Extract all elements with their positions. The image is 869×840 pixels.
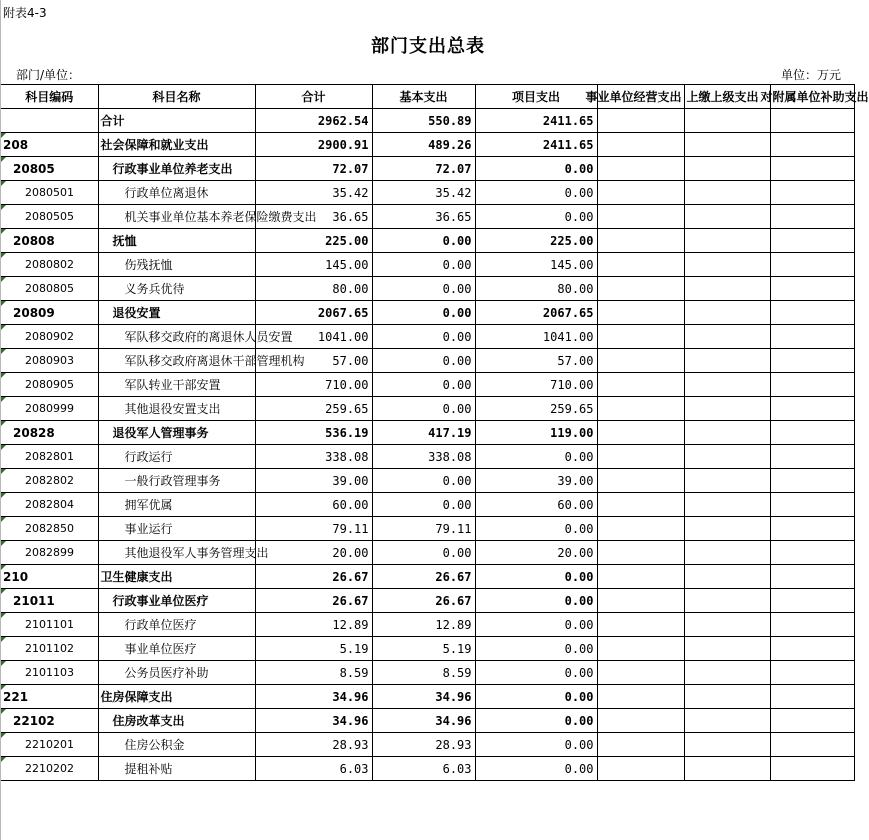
cell-code[interactable]: 22102 — [1, 709, 98, 733]
cell-remit[interactable] — [684, 301, 770, 325]
cell-project[interactable]: 225.00 — [475, 229, 597, 253]
cell-code[interactable]: 2080905 — [1, 373, 98, 397]
cell-basic[interactable]: 0.00 — [372, 541, 475, 565]
cell-basic[interactable]: 72.07 — [372, 157, 475, 181]
cell-business[interactable] — [597, 133, 684, 157]
header-subsidy: 对附属单位补助支出 — [770, 85, 854, 109]
cell-basic[interactable]: 0.00 — [372, 253, 475, 277]
cell-total[interactable]: 79.11 — [255, 517, 372, 541]
cell-remit[interactable] — [684, 253, 770, 277]
cell-subsidy[interactable] — [770, 661, 854, 685]
cell-remit[interactable] — [684, 685, 770, 709]
table-row[interactable] — [1, 637, 854, 661]
cell-code[interactable]: 2082802 — [1, 469, 98, 493]
cell-business[interactable] — [597, 589, 684, 613]
cell-remit[interactable] — [684, 445, 770, 469]
table-row[interactable] — [1, 229, 854, 253]
cell-code[interactable]: 20805 — [1, 157, 98, 181]
table-row[interactable] — [1, 445, 854, 469]
cell-subsidy[interactable] — [770, 205, 854, 229]
cell-name[interactable]: 军队移交政府离退休干部管理机构 — [98, 349, 255, 373]
table-row[interactable] — [1, 493, 854, 517]
cell-project[interactable]: 0.00 — [475, 685, 597, 709]
cell-code[interactable]: 2080505 — [1, 205, 98, 229]
cell-total[interactable]: 60.00 — [255, 493, 372, 517]
cell-code[interactable]: 208 — [1, 133, 98, 157]
cell-business[interactable] — [597, 157, 684, 181]
cell-code[interactable]: 2080903 — [1, 349, 98, 373]
cell-subsidy[interactable] — [770, 181, 854, 205]
cell-name[interactable]: 一般行政管理事务 — [98, 469, 255, 493]
cell-total[interactable]: 5.19 — [255, 637, 372, 661]
cell-code[interactable]: 2080999 — [1, 397, 98, 421]
cell-name[interactable]: 义务兵优待 — [98, 277, 255, 301]
table-row[interactable] — [1, 301, 854, 325]
cell-business[interactable] — [597, 445, 684, 469]
table-row[interactable] — [1, 733, 854, 757]
expenditure-table-container — [1, 84, 869, 780]
cell-basic[interactable]: 0.00 — [372, 277, 475, 301]
cell-total[interactable]: 536.19 — [255, 421, 372, 445]
cell-basic[interactable]: 338.08 — [372, 445, 475, 469]
cell-code[interactable]: 210 — [1, 565, 98, 589]
cell-business[interactable] — [597, 397, 684, 421]
cell-name[interactable]: 拥军优属 — [98, 493, 255, 517]
cell-business[interactable] — [597, 229, 684, 253]
cell-remit[interactable] — [684, 733, 770, 757]
cell-name[interactable]: 公务员医疗补助 — [98, 661, 255, 685]
page-title: 部门支出总表 — [371, 36, 485, 57]
table-row[interactable] — [1, 205, 854, 229]
cell-name[interactable]: 抚恤 — [98, 229, 255, 253]
cell-remit[interactable] — [684, 181, 770, 205]
cell-remit[interactable] — [684, 589, 770, 613]
cell-basic[interactable]: 0.00 — [372, 325, 475, 349]
cell-remit[interactable] — [684, 469, 770, 493]
cell-subsidy[interactable] — [770, 373, 854, 397]
cell-total[interactable]: 8.59 — [255, 661, 372, 685]
cell-subsidy[interactable] — [770, 133, 854, 157]
cell-project[interactable]: 0.00 — [475, 733, 597, 757]
cell-remit[interactable] — [684, 277, 770, 301]
cell-project[interactable]: 39.00 — [475, 469, 597, 493]
cell-project[interactable]: 710.00 — [475, 373, 597, 397]
table-row[interactable] — [1, 157, 854, 181]
cell-code[interactable]: 2101103 — [1, 661, 98, 685]
cell-total[interactable]: 28.93 — [255, 733, 372, 757]
cell-basic[interactable]: 0.00 — [372, 493, 475, 517]
cell-name[interactable]: 退役安置 — [98, 301, 255, 325]
cell-business[interactable] — [597, 637, 684, 661]
cell-basic[interactable]: 6.03 — [372, 757, 475, 781]
cell-remit[interactable] — [684, 421, 770, 445]
cell-total[interactable]: 259.65 — [255, 397, 372, 421]
table-row[interactable] — [1, 565, 854, 589]
cell-project[interactable]: 57.00 — [475, 349, 597, 373]
cell-subsidy[interactable] — [770, 421, 854, 445]
cell-name[interactable]: 其他退役军人事务管理支出 — [98, 541, 255, 565]
cell-name[interactable]: 社会保障和就业支出 — [98, 133, 255, 157]
cell-basic[interactable]: 0.00 — [372, 373, 475, 397]
cell-basic[interactable]: 8.59 — [372, 661, 475, 685]
cell-remit[interactable] — [684, 349, 770, 373]
cell-business[interactable] — [597, 349, 684, 373]
cell-code[interactable]: 2080501 — [1, 181, 98, 205]
cell-name[interactable]: 提租补贴 — [98, 757, 255, 781]
cell-business[interactable] — [597, 709, 684, 733]
table-row[interactable] — [1, 709, 854, 733]
table-row[interactable] — [1, 109, 854, 133]
header-basic: 基本支出 — [372, 85, 475, 109]
cell-subsidy[interactable] — [770, 757, 854, 781]
cell-subsidy[interactable] — [770, 469, 854, 493]
cell-code[interactable]: 2082801 — [1, 445, 98, 469]
cell-project[interactable]: 145.00 — [475, 253, 597, 277]
cell-basic[interactable]: 0.00 — [372, 397, 475, 421]
table-row[interactable] — [1, 661, 854, 685]
cell-total[interactable]: 39.00 — [255, 469, 372, 493]
cell-business[interactable] — [597, 253, 684, 277]
cell-name[interactable]: 机关事业单位基本养老保险缴费支出 — [98, 205, 255, 229]
cell-subsidy[interactable] — [770, 349, 854, 373]
cell-subsidy[interactable] — [770, 733, 854, 757]
cell-total[interactable]: 35.42 — [255, 181, 372, 205]
cell-name[interactable]: 军队转业干部安置 — [98, 373, 255, 397]
table-row[interactable] — [1, 325, 854, 349]
cell-basic[interactable]: 79.11 — [372, 517, 475, 541]
cell-project[interactable]: 119.00 — [475, 421, 597, 445]
cell-remit[interactable] — [684, 373, 770, 397]
cell-business[interactable] — [597, 757, 684, 781]
cell-name[interactable]: 行政事业单位医疗 — [98, 589, 255, 613]
cell-business[interactable] — [597, 469, 684, 493]
table-row[interactable] — [1, 253, 854, 277]
cell-business[interactable] — [597, 181, 684, 205]
cell-code[interactable]: 2101101 — [1, 613, 98, 637]
cell-project[interactable]: 0.00 — [475, 613, 597, 637]
cell-total[interactable]: 57.00 — [255, 349, 372, 373]
cell-business[interactable] — [597, 301, 684, 325]
cell-subsidy[interactable] — [770, 685, 854, 709]
cell-code[interactable]: 21011 — [1, 589, 98, 613]
cell-basic[interactable]: 417.19 — [372, 421, 475, 445]
cell-total[interactable]: 26.67 — [255, 565, 372, 589]
table-row[interactable] — [1, 397, 854, 421]
cell-basic[interactable]: 0.00 — [372, 301, 475, 325]
cell-total[interactable]: 36.65 — [255, 205, 372, 229]
cell-code[interactable]: 2080902 — [1, 325, 98, 349]
cell-business[interactable] — [597, 517, 684, 541]
cell-business[interactable] — [597, 277, 684, 301]
cell-basic[interactable]: 26.67 — [372, 565, 475, 589]
department-label: 部门/单位： — [16, 68, 81, 82]
cell-total[interactable]: 34.96 — [255, 709, 372, 733]
cell-subsidy[interactable] — [770, 109, 854, 133]
cell-remit[interactable] — [684, 565, 770, 589]
table-row[interactable] — [1, 349, 854, 373]
cell-name[interactable]: 行政运行 — [98, 445, 255, 469]
table-row[interactable] — [1, 181, 854, 205]
table-row[interactable] — [1, 277, 854, 301]
cell-remit[interactable] — [684, 637, 770, 661]
cell-basic[interactable]: 34.96 — [372, 709, 475, 733]
cell-total[interactable]: 1041.00 — [255, 325, 372, 349]
cell-subsidy[interactable] — [770, 157, 854, 181]
header-total: 合计 — [255, 85, 372, 109]
cell-subsidy[interactable] — [770, 613, 854, 637]
cell-subsidy[interactable] — [770, 637, 854, 661]
cell-name[interactable]: 退役军人管理事务 — [98, 421, 255, 445]
cell-project[interactable]: 1041.00 — [475, 325, 597, 349]
cell-project[interactable]: 60.00 — [475, 493, 597, 517]
cell-code[interactable]: 20808 — [1, 229, 98, 253]
cell-basic[interactable]: 34.96 — [372, 685, 475, 709]
cell-basic[interactable]: 36.65 — [372, 205, 475, 229]
cell-business[interactable] — [597, 373, 684, 397]
table-row[interactable] — [1, 469, 854, 493]
cell-code[interactable]: 2210201 — [1, 733, 98, 757]
cell-subsidy[interactable] — [770, 589, 854, 613]
cell-total[interactable]: 2900.91 — [255, 133, 372, 157]
cell-project[interactable]: 0.00 — [475, 709, 597, 733]
cell-business[interactable] — [597, 421, 684, 445]
cell-remit[interactable] — [684, 205, 770, 229]
cell-code[interactable]: 20809 — [1, 301, 98, 325]
table-row[interactable] — [1, 421, 854, 445]
cell-project[interactable]: 0.00 — [475, 205, 597, 229]
cell-project[interactable]: 0.00 — [475, 445, 597, 469]
header-code: 科目编码 — [1, 85, 98, 109]
cell-project[interactable]: 2411.65 — [475, 133, 597, 157]
cell-total[interactable]: 6.03 — [255, 757, 372, 781]
cell-subsidy[interactable] — [770, 277, 854, 301]
cell-subsidy[interactable] — [770, 493, 854, 517]
cell-business[interactable] — [597, 325, 684, 349]
cell-subsidy[interactable] — [770, 517, 854, 541]
cell-basic[interactable]: 5.19 — [372, 637, 475, 661]
cell-remit[interactable] — [684, 661, 770, 685]
cell-name[interactable]: 其他退役安置支出 — [98, 397, 255, 421]
cell-total[interactable]: 26.67 — [255, 589, 372, 613]
cell-total[interactable]: 2067.65 — [255, 301, 372, 325]
cell-subsidy[interactable] — [770, 445, 854, 469]
cell-name[interactable]: 军队移交政府的离退休人员安置 — [98, 325, 255, 349]
cell-name[interactable]: 卫生健康支出 — [98, 565, 255, 589]
cell-basic[interactable]: 12.89 — [372, 613, 475, 637]
cell-remit[interactable] — [684, 709, 770, 733]
cell-remit[interactable] — [684, 757, 770, 781]
cell-business[interactable] — [597, 733, 684, 757]
cell-project[interactable]: 2411.65 — [475, 109, 597, 133]
cell-code[interactable]: 2210202 — [1, 757, 98, 781]
cell-total[interactable]: 145.00 — [255, 253, 372, 277]
cell-total[interactable]: 338.08 — [255, 445, 372, 469]
cell-project[interactable]: 20.00 — [475, 541, 597, 565]
cell-total[interactable]: 2962.54 — [255, 109, 372, 133]
cell-remit[interactable] — [684, 109, 770, 133]
table-row[interactable] — [1, 541, 854, 565]
annex-label: 附表4-3 — [3, 6, 47, 20]
header-project: 项目支出 — [475, 85, 597, 109]
cell-code[interactable]: 221 — [1, 685, 98, 709]
cell-subsidy[interactable] — [770, 541, 854, 565]
cell-name[interactable]: 合计 — [98, 109, 255, 133]
cell-basic[interactable]: 28.93 — [372, 733, 475, 757]
cell-project[interactable]: 0.00 — [475, 757, 597, 781]
cell-remit[interactable] — [684, 493, 770, 517]
cell-code[interactable]: 2082804 — [1, 493, 98, 517]
cell-project[interactable]: 0.00 — [475, 157, 597, 181]
cell-remit[interactable] — [684, 157, 770, 181]
cell-basic[interactable]: 0.00 — [372, 469, 475, 493]
cell-project[interactable]: 0.00 — [475, 517, 597, 541]
cell-code[interactable]: 20828 — [1, 421, 98, 445]
cell-subsidy[interactable] — [770, 709, 854, 733]
cell-name[interactable]: 伤残抚恤 — [98, 253, 255, 277]
cell-basic[interactable]: 35.42 — [372, 181, 475, 205]
cell-code[interactable]: 2082850 — [1, 517, 98, 541]
cell-remit[interactable] — [684, 325, 770, 349]
cell-project[interactable]: 0.00 — [475, 181, 597, 205]
cell-remit[interactable] — [684, 133, 770, 157]
cell-total[interactable]: 34.96 — [255, 685, 372, 709]
cell-code[interactable]: 2080802 — [1, 253, 98, 277]
cell-code[interactable]: 2101102 — [1, 637, 98, 661]
cell-name[interactable]: 行政单位离退休 — [98, 181, 255, 205]
table-row[interactable] — [1, 373, 854, 397]
cell-business[interactable] — [597, 493, 684, 517]
cell-business[interactable] — [597, 205, 684, 229]
cell-code[interactable]: 2080805 — [1, 277, 98, 301]
cell-business[interactable] — [597, 685, 684, 709]
cell-business[interactable] — [597, 613, 684, 637]
cell-project[interactable]: 0.00 — [475, 589, 597, 613]
cell-remit[interactable] — [684, 397, 770, 421]
table-row[interactable] — [1, 685, 854, 709]
cell-subsidy[interactable] — [770, 253, 854, 277]
cell-name[interactable]: 住房保障支出 — [98, 685, 255, 709]
cell-name[interactable]: 行政单位医疗 — [98, 613, 255, 637]
cell-basic[interactable]: 0.00 — [372, 229, 475, 253]
cell-total[interactable]: 12.89 — [255, 613, 372, 637]
cell-name[interactable]: 事业单位医疗 — [98, 637, 255, 661]
header-name: 科目名称 — [98, 85, 255, 109]
cell-total[interactable]: 225.00 — [255, 229, 372, 253]
cell-name[interactable]: 住房公积金 — [98, 733, 255, 757]
cell-total[interactable]: 710.00 — [255, 373, 372, 397]
cell-subsidy[interactable] — [770, 565, 854, 589]
cell-remit[interactable] — [684, 517, 770, 541]
cell-basic[interactable]: 26.67 — [372, 589, 475, 613]
cell-subsidy[interactable] — [770, 229, 854, 253]
expenditure-table — [1, 84, 869, 781]
header-row — [1, 85, 854, 109]
cell-project[interactable]: 0.00 — [475, 637, 597, 661]
table-row[interactable] — [1, 757, 854, 781]
cell-subsidy[interactable] — [770, 301, 854, 325]
cell-project[interactable]: 259.65 — [475, 397, 597, 421]
table-row[interactable] — [1, 613, 854, 637]
cell-total[interactable]: 20.00 — [255, 541, 372, 565]
table-row[interactable] — [1, 133, 854, 157]
cell-basic[interactable]: 489.26 — [372, 133, 475, 157]
cell-basic[interactable]: 0.00 — [372, 349, 475, 373]
cell-remit[interactable] — [684, 541, 770, 565]
cell-project[interactable]: 0.00 — [475, 565, 597, 589]
cell-business[interactable] — [597, 541, 684, 565]
cell-subsidy[interactable] — [770, 325, 854, 349]
cell-code[interactable] — [1, 109, 98, 133]
cell-name[interactable]: 住房改革支出 — [98, 709, 255, 733]
cell-total[interactable]: 80.00 — [255, 277, 372, 301]
cell-code[interactable]: 2082899 — [1, 541, 98, 565]
cell-name[interactable]: 行政事业单位养老支出 — [98, 157, 255, 181]
cell-remit[interactable] — [684, 229, 770, 253]
cell-business[interactable] — [597, 109, 684, 133]
header-business: 事业单位经营支出 — [597, 85, 684, 109]
cell-basic[interactable]: 550.89 — [372, 109, 475, 133]
cell-subsidy[interactable] — [770, 397, 854, 421]
table-row[interactable] — [1, 517, 854, 541]
cell-project[interactable]: 0.00 — [475, 661, 597, 685]
cell-remit[interactable] — [684, 613, 770, 637]
cell-business[interactable] — [597, 661, 684, 685]
cell-project[interactable]: 2067.65 — [475, 301, 597, 325]
unit-label: 单位：万元 — [781, 68, 842, 82]
cell-project[interactable]: 80.00 — [475, 277, 597, 301]
table-row[interactable] — [1, 589, 854, 613]
cell-total[interactable]: 72.07 — [255, 157, 372, 181]
cell-business[interactable] — [597, 565, 684, 589]
header-remit: 上缴上级支出 — [684, 85, 770, 109]
cell-name[interactable]: 事业运行 — [98, 517, 255, 541]
